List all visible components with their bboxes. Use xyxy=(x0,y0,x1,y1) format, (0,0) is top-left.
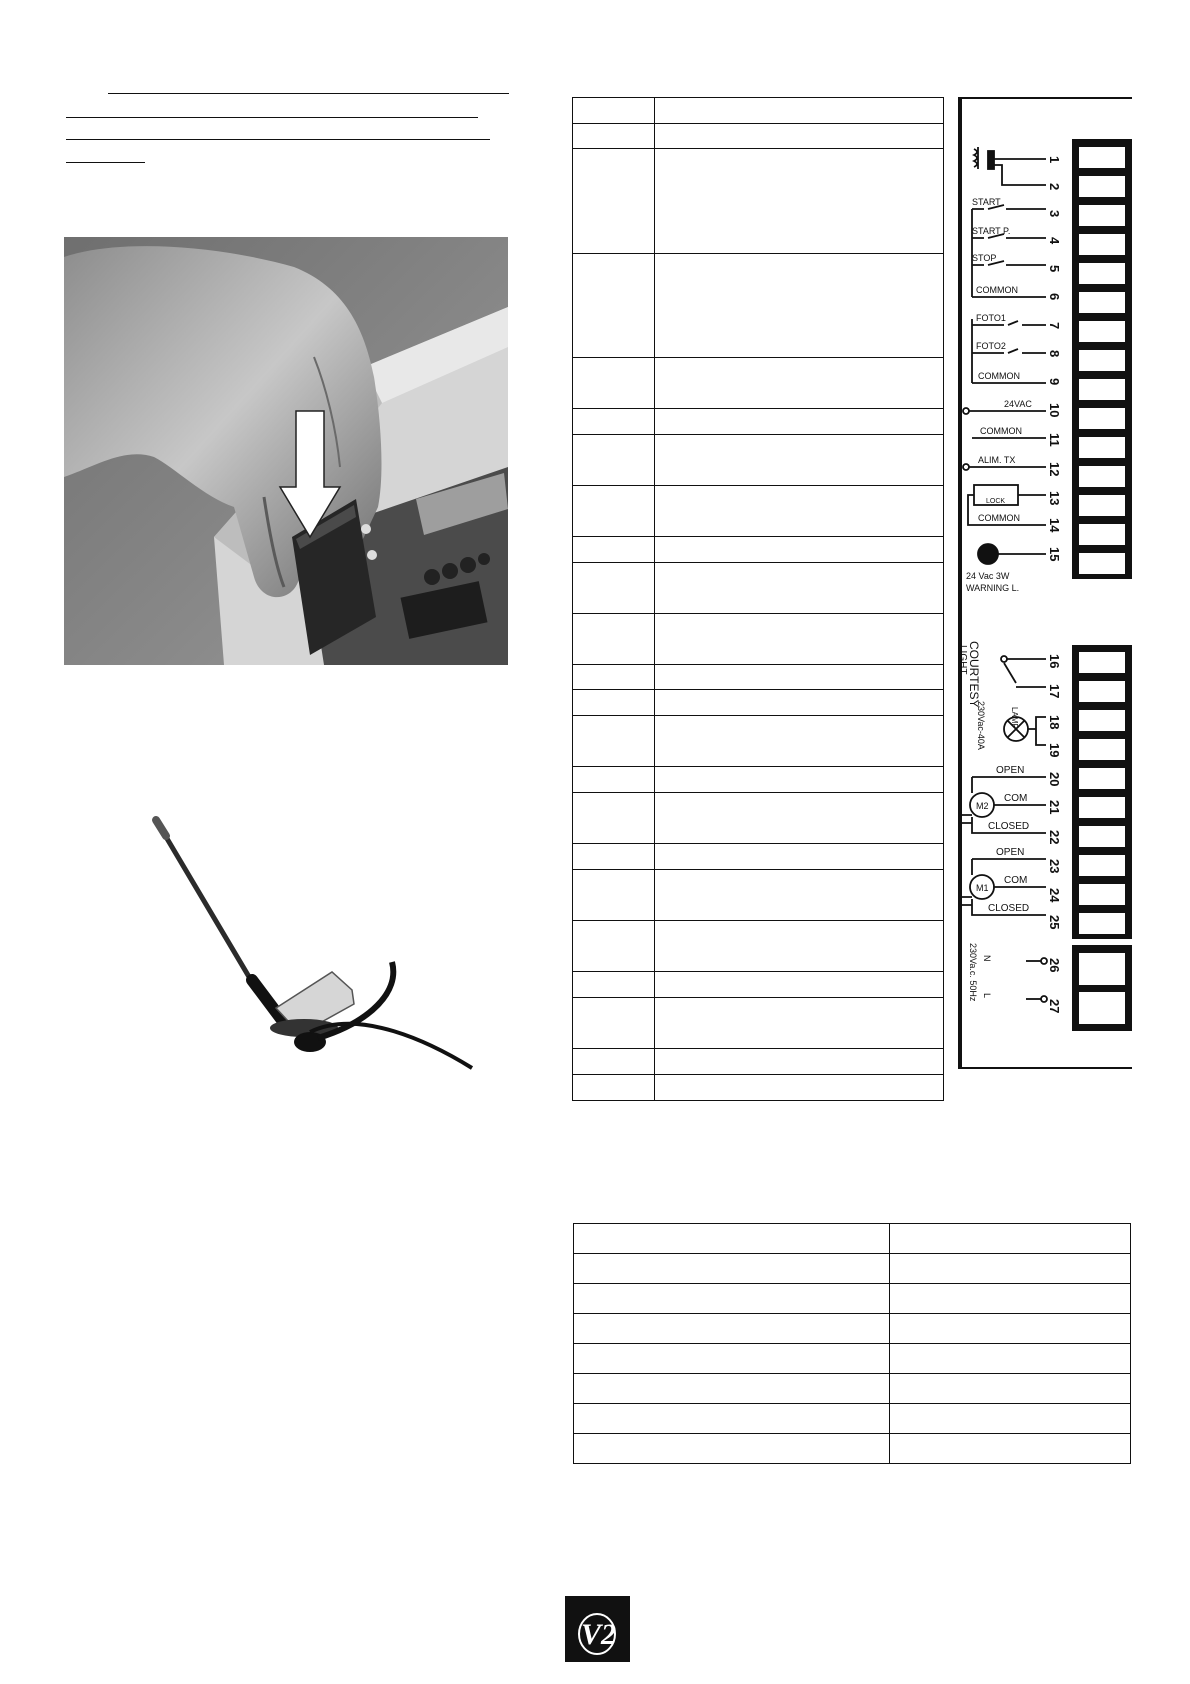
terminal-number: 14 xyxy=(1047,518,1062,533)
terminal-number: 7 xyxy=(1047,322,1062,330)
v2-logo-icon xyxy=(565,1596,630,1662)
terminal-label: LOCK xyxy=(986,498,1006,505)
antenna-photo xyxy=(140,812,480,1074)
terminal-number: 15 xyxy=(1047,547,1062,562)
table-row xyxy=(573,665,944,690)
table-row xyxy=(574,1344,1131,1374)
terminal-label: M2 xyxy=(976,801,989,811)
terminal-number: 10 xyxy=(1047,403,1062,418)
terminal-label: L xyxy=(982,993,992,999)
table-row xyxy=(574,1404,1131,1434)
terminal-label: 230Va.c. 50Hz xyxy=(968,943,978,1002)
table-row xyxy=(573,1049,944,1075)
terminal-label: N xyxy=(982,955,992,962)
table-row xyxy=(573,149,944,254)
terminal-label: 24VAC xyxy=(1004,399,1032,409)
table-row xyxy=(573,690,944,716)
table-row xyxy=(573,844,944,870)
terminal-label: FOTO1 xyxy=(976,313,1006,323)
heading-underline-1 xyxy=(108,93,509,94)
terminal-number: 17 xyxy=(1047,684,1062,699)
terminal-label: WARNING L. xyxy=(966,583,1020,593)
table-row xyxy=(573,124,944,149)
terminal-label: COMMON xyxy=(976,285,1018,295)
terminal-label: CLOSED xyxy=(988,903,1030,914)
terminal-label: FOTO2 xyxy=(976,341,1006,351)
terminal-label: ALIM. TX xyxy=(978,455,1016,465)
terminal-label: STOP xyxy=(972,253,997,263)
terminal-number: 13 xyxy=(1047,491,1062,506)
terminal-number: 9 xyxy=(1047,378,1062,386)
table-row xyxy=(573,921,944,972)
table-row xyxy=(574,1434,1131,1464)
terminal-label: START P. xyxy=(972,226,1011,236)
table-row xyxy=(573,563,944,614)
terminal-label: START xyxy=(972,197,1001,207)
table-row xyxy=(573,793,944,844)
table-row xyxy=(573,614,944,665)
terminal-description-table xyxy=(572,97,944,1101)
table-row xyxy=(573,767,944,793)
table-row xyxy=(573,998,944,1049)
terminal-number: 6 xyxy=(1047,293,1062,301)
terminal-label: COMMON xyxy=(980,426,1022,436)
table-row xyxy=(574,1314,1131,1344)
heading-underline-2 xyxy=(66,117,478,118)
table-row xyxy=(574,1374,1131,1404)
terminal-number: 16 xyxy=(1047,654,1062,669)
terminal-label: 230Vac-40A xyxy=(976,701,986,750)
table-row xyxy=(573,486,944,537)
terminal-label: M1 xyxy=(976,883,989,893)
terminal-number: 26 xyxy=(1047,958,1062,973)
heading-underline-3 xyxy=(66,139,490,140)
table-row xyxy=(573,435,944,486)
table-row xyxy=(573,358,944,409)
terminal-label: OPEN xyxy=(996,765,1025,776)
terminal-number: 20 xyxy=(1047,772,1062,787)
terminal-label: COURTESY xyxy=(967,641,981,708)
terminal-label: CLOSED xyxy=(988,821,1030,832)
table-row xyxy=(573,716,944,767)
heading-underline-4 xyxy=(66,162,145,163)
terminal-number: 18 xyxy=(1047,715,1062,730)
table-row xyxy=(574,1224,1131,1254)
table-row xyxy=(574,1254,1131,1284)
settings-table xyxy=(573,1223,1131,1464)
table-row xyxy=(573,870,944,921)
terminal-number: 23 xyxy=(1047,859,1062,874)
table-row xyxy=(574,1284,1131,1314)
terminal-number: 25 xyxy=(1047,915,1062,930)
terminal-number: 24 xyxy=(1047,888,1062,903)
terminal-number: 19 xyxy=(1047,743,1062,758)
terminal-number: 5 xyxy=(1047,265,1062,273)
table-row xyxy=(573,1075,944,1101)
terminal-label: 24 Vac 3W xyxy=(966,571,1010,581)
logo-text: V2 xyxy=(581,1618,617,1651)
terminal-number: 4 xyxy=(1047,237,1062,245)
terminal-label: OPEN xyxy=(996,847,1025,858)
terminal-label: LAMP xyxy=(1010,707,1019,729)
terminal-label: COM xyxy=(1004,875,1028,886)
terminal-number: 1 xyxy=(1047,156,1062,164)
terminal-label: COMMON xyxy=(978,371,1020,381)
table-row xyxy=(573,972,944,998)
terminal-number: 2 xyxy=(1047,183,1062,191)
terminal-number: 22 xyxy=(1047,830,1062,845)
terminal-number: 27 xyxy=(1047,999,1062,1014)
table-row xyxy=(573,537,944,563)
table-row xyxy=(573,409,944,435)
terminal-label: COM xyxy=(1004,793,1028,804)
terminal-number: 3 xyxy=(1047,210,1062,218)
hand-inserting-plugin-module-photo xyxy=(64,237,508,665)
terminal-number: 12 xyxy=(1047,462,1062,477)
terminal-label: COMMON xyxy=(978,513,1020,523)
terminal-label: LIGHT xyxy=(957,645,968,675)
table-row xyxy=(573,98,944,124)
terminal-number: 21 xyxy=(1047,800,1062,815)
terminal-number: 11 xyxy=(1047,433,1062,447)
terminal-number: 8 xyxy=(1047,350,1062,358)
terminal-strip-diagram xyxy=(952,97,1132,1069)
table-row xyxy=(573,254,944,358)
